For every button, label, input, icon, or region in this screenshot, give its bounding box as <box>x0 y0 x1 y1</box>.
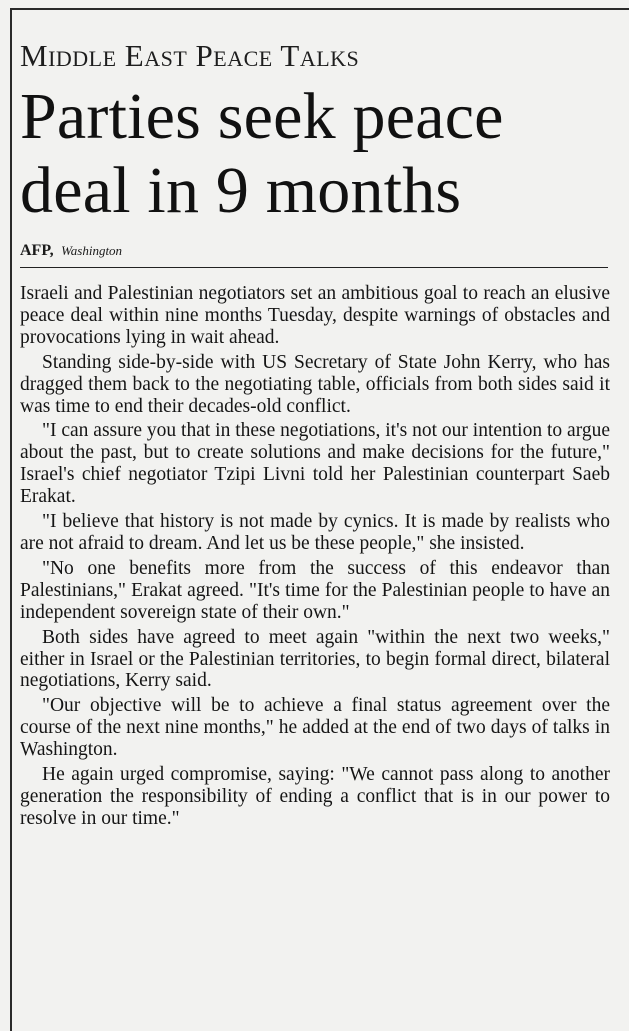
paragraph-8: He again urged compromise, saying: "We cannot pass along to another generation the responsibility of ending a conflict that is in our power to resolve in our time." <box>20 764 610 829</box>
paragraph-2: Standing side-by-side with US Secretary of State John Kerry, who has dragged them back to the negotiating table, officials from both sides said it was time to end their decades-old conflict. <box>20 351 610 417</box>
paragraph-6: Both sides have agreed to meet again "within the next two weeks," either in Israel or the Palestinian territories, to begin formal direct, bilateral negotiations, Kerry said. <box>20 626 610 692</box>
byline-rule <box>20 267 608 268</box>
headline: Parties seek peace deal in 9 months <box>20 80 504 227</box>
section-kicker: Middle East Peace Talks <box>20 38 360 73</box>
byline-dateline: Washington <box>61 243 123 258</box>
byline <box>20 242 610 261</box>
paragraph-3: "I can assure you that in these negotiations, it's not our intention to argue about the past, but to create solutions and make decisions for the future," Israel's chief negotiator Tzipi Livni told her Palestinian counterpart Saeb Erakat. <box>20 420 610 508</box>
top-border-rule <box>10 8 629 10</box>
paragraph-7: "Our objective will be to achieve a final status agreement over the course of the next nine months," he added at the end of two days of talks in Washington. <box>20 695 610 761</box>
left-border-rule <box>10 8 12 1031</box>
paragraph-4: "I believe that history is not made by cynics. It is made by realists who are not afraid to dream. And let us be these people," she insisted. <box>20 511 610 554</box>
article <box>20 38 610 833</box>
article-body <box>20 283 610 830</box>
paragraph-1: Israeli and Palestinian negotiators set an ambitious goal to reach an elusive peace deal within nine months Tuesday, despite warnings of obstacles and provocations lying in wait ahead. <box>20 283 610 348</box>
paragraph-5: "No one benefits more from the success of this endeavor than Palestinians," Erakat agreed. "It's time for the Palestinian people to have an independent sovereign state of their own." <box>20 557 610 623</box>
byline-agency: AFP, <box>20 242 54 259</box>
